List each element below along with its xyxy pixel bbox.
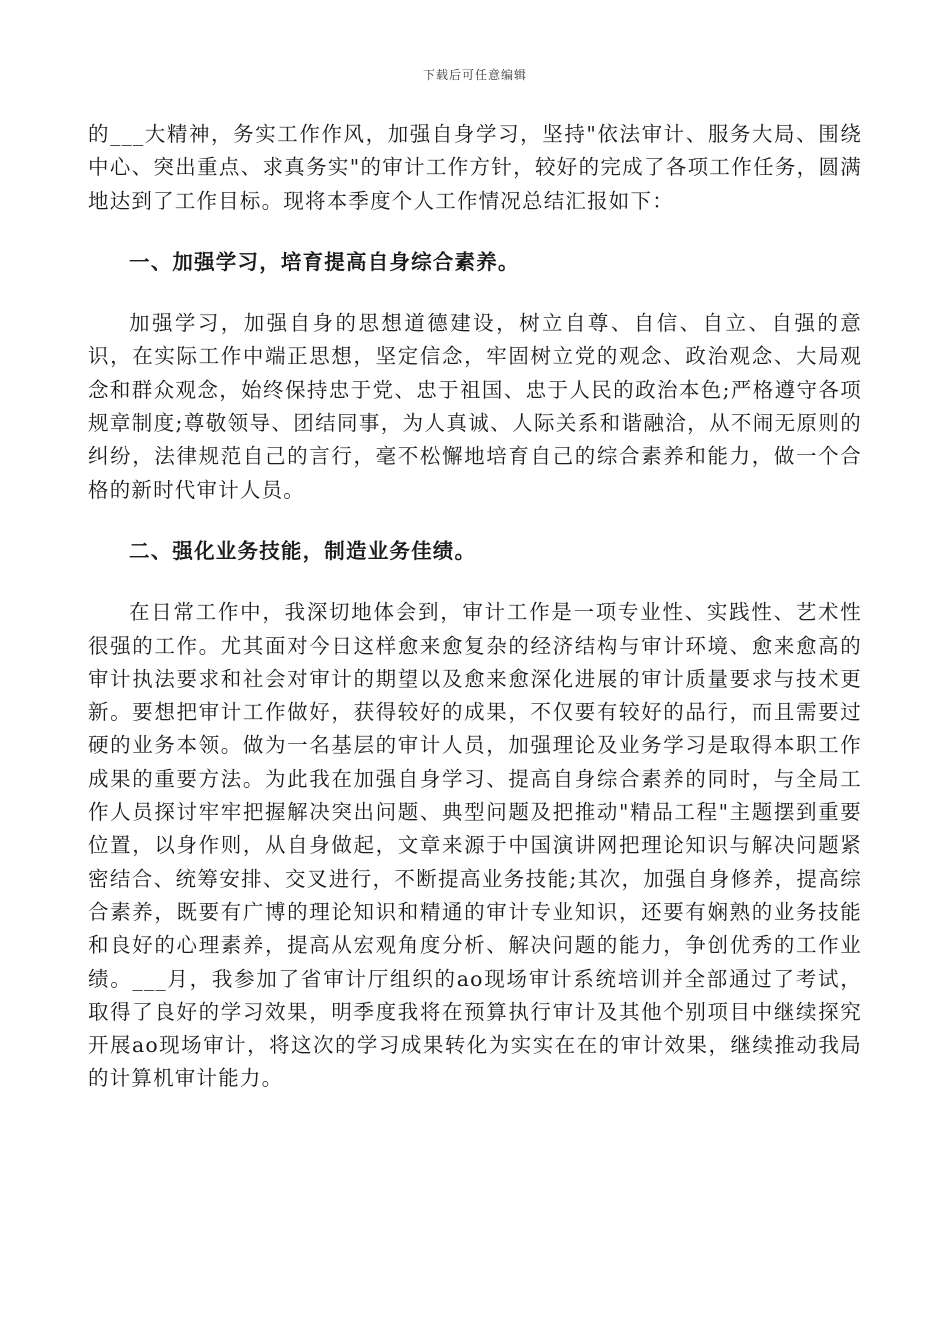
document-body [88, 118, 862, 1096]
section-2-heading: 二、强化业务技能，制造业务佳绩。 [129, 538, 477, 563]
section-1-heading: 一、加强学习，培育提高自身综合素养。 [129, 249, 520, 274]
page-header: 下载后可任意编辑 [422, 68, 527, 82]
section-2-paragraph: 在日常工作中，我深切地体会到，审计工作是一项专业性、实践性、艺术性很强的工作。尤其面对今日这样愈来愈复杂的经济结构与审计环境、愈来愈高的审计执法要求和社会对审计的期望以及愈来愈深化进展的审计质量要求与技术更新。要想把审计工作做好，获得较好的成果，不仅要有较好的品行，而且需要过硬的业务本领。做为一名基层的审计人员，加强理论及业务学习是取得本职工作成果的重要方法。为此我在加强自身学习、提高自身综合素养的同时，与全局工作人员探讨牢牢把握解决突出问题、典型问题及把推动"精品工程"主题摆到重要位置，以身作则，从自身做起，文章来源于中国演讲网把理论知识与解决问题紧密结合、统筹安排、交叉进行，不断提高业务技能;其次，加强自身修养，提高综合素养，既要有广博的理论知识和精通的审计专业知识，还要有娴熟的业务技能和良好的心理素养，提高从宏观角度分析、解决问题的能力，争创优秀的工作业绩。___月，我参加了省审计厅组织的ao现场审计系统培训并全部通过了考试，取得了良好的学习效果，明季度我将在预算执行审计及其他个别项目中继续探究开展ao现场审计，将这次的学习成果转化为实实在在的审计效果，继续推动我局的计算机审计能力。 [88, 600, 862, 1091]
intro-paragraph: 的___大精神，务实工作作风，加强自身学习，坚持"依法审计、服务大局、围绕中心、突出重点、求真务实"的审计工作方针，较好的完成了各项工作任务，圆满地达到了工作目标。现将本季度个人工作情况总结汇报如下： [88, 122, 862, 213]
section-1-paragraph: 加强学习，加强自身的思想道德建设，树立自尊、自信、自立、自强的意识，在实际工作中端正思想，坚定信念，牢固树立党的观念、政治观念、大局观念和群众观念，始终保持忠于党、忠于祖国、忠于人民的政治本色;严格遵守各项规章制度;尊敬领导、团结同事，为人真诚、人际关系和谐融洽，从不闹无原则的纠纷，法律规范自己的言行，毫不松懈地培育自己的综合素养和能力，做一个合格的新时代审计人员。 [88, 311, 862, 502]
